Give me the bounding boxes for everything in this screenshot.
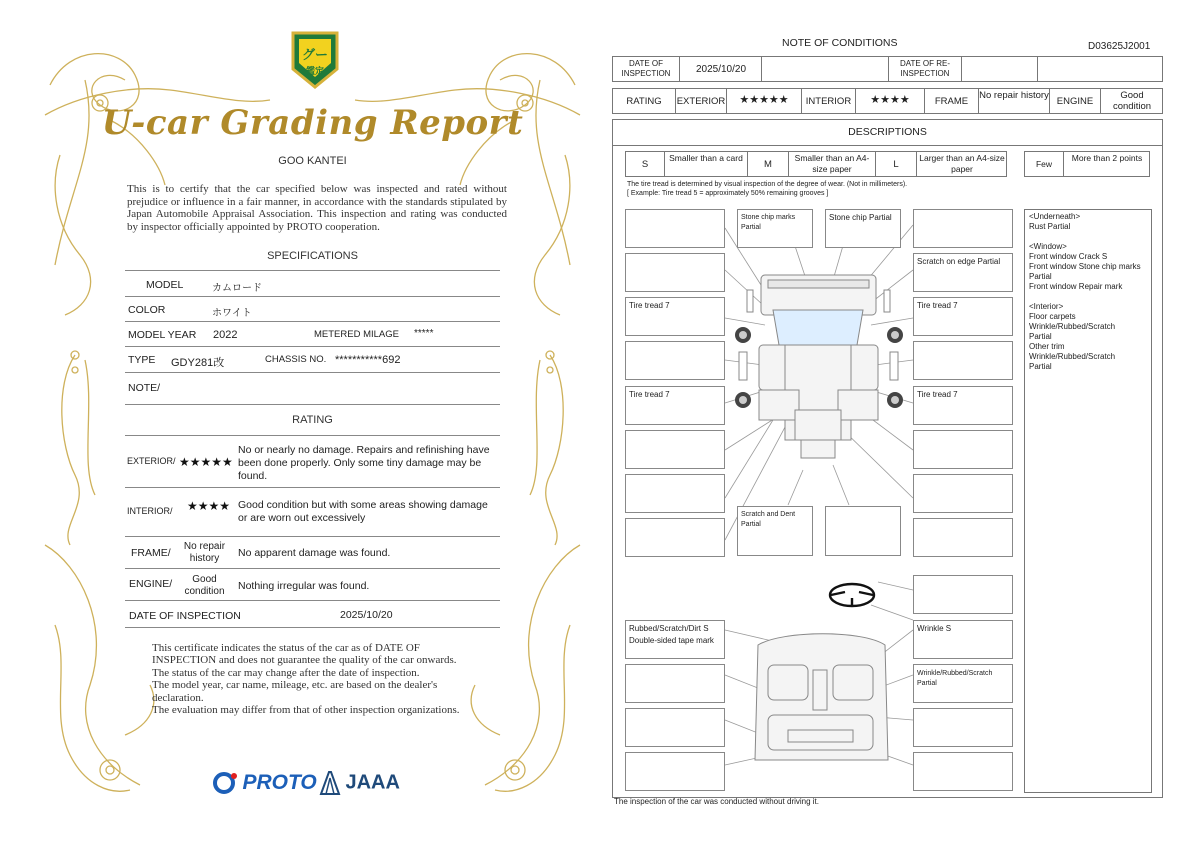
- date-of-inspection-value: 2025/10/20: [695, 64, 747, 75]
- damage-box: [625, 430, 725, 469]
- side-note-line: Rust Partial: [1029, 222, 1071, 231]
- box-note: Wrinkle/Rubbed/Scratch Partial: [917, 670, 993, 687]
- divider: [125, 404, 500, 405]
- divider: [125, 568, 500, 569]
- box-note: Rubbed/Scratch/Dirt S: [629, 624, 709, 633]
- rating-label: RATING: [626, 96, 662, 107]
- exterior-description: No or nearly no damage. Repairs and refinishing have been done properly. Only some tiny damage may be found.: [238, 444, 490, 482]
- certificate-footer: [152, 642, 482, 716]
- tire-note-1: The tire tread is determined by visual inspection of the degree of wear. (Not in millimeters).: [627, 181, 908, 188]
- interior-stars: ★★★★: [187, 499, 231, 513]
- descriptions-panel: [612, 119, 1163, 798]
- divider: [125, 296, 500, 297]
- side-note-line: Wrinkle/Rubbed/Scratch: [1029, 322, 1116, 331]
- damage-box: [913, 518, 1013, 557]
- damage-box: [625, 253, 725, 292]
- box-note: Stone chip marks Partial: [741, 214, 796, 231]
- divider: [125, 321, 500, 322]
- certificate-subtitle: GOO KANTEI: [278, 155, 347, 167]
- frame-label: FRAME/: [131, 547, 171, 559]
- divider: [125, 487, 500, 488]
- date-of-inspection-value: 2025/10/20: [340, 609, 393, 621]
- box-note: Wrinkle S: [917, 624, 952, 633]
- tire-note-2: [ Example: Tire tread 5 = approximately 50% remaining grooves ]: [627, 190, 829, 197]
- note-label: NOTE/: [128, 382, 161, 394]
- damage-box: [625, 386, 725, 425]
- damage-box: [825, 506, 901, 556]
- damage-box: [625, 209, 725, 248]
- svg-text:グー: グー: [301, 48, 329, 63]
- interior-stars: ★★★★: [870, 94, 910, 106]
- chassis-label: CHASSIS NO.: [265, 354, 327, 365]
- divider: [679, 57, 680, 81]
- divider: [125, 627, 500, 628]
- damage-box: [625, 620, 725, 659]
- model-value: カムロード: [212, 283, 262, 294]
- side-note-line: Partial: [1029, 362, 1052, 371]
- certificate-intro: This is to certify that the car specified below was inspected and rated without prejudice or influence in a fair manner, in accordance with the standards stipulated by Japan Automobile Appraisal Association. This inspection and rating was conducted by inspector officially appointed by PROTO cooperation.: [127, 183, 507, 233]
- box-note: Scratch and Dent Partial: [741, 511, 796, 528]
- exterior-label: EXTERIOR/: [127, 456, 176, 466]
- svg-text:鑑定: 鑑定: [305, 67, 325, 77]
- damage-box: [625, 708, 725, 747]
- side-note-line: Other trim: [1029, 342, 1065, 351]
- damage-box: [913, 664, 1013, 703]
- sheet-footer: The inspection of the car was conducted without driving it.: [614, 797, 819, 806]
- footer-line: The model year, car name, mileage, etc. are based on the dealer's: [152, 679, 438, 692]
- damage-box: [913, 752, 1013, 791]
- goo-kantei-badge-icon: [287, 29, 343, 91]
- certificate-title: U-car Grading Report: [101, 103, 524, 143]
- side-note-line: Front window Stone chip marks: [1029, 262, 1141, 271]
- side-note-line: <Interior>: [1029, 302, 1064, 311]
- jaaa-logo: [319, 770, 400, 796]
- side-note-line: Floor carpets: [1029, 312, 1076, 321]
- damage-box: [737, 209, 813, 248]
- legend-text-l: Larger than an A4-size paper: [919, 153, 1005, 174]
- box-note: Double-sided tape mark: [629, 636, 714, 645]
- side-note-line: Partial: [1029, 332, 1052, 341]
- sheet-title: NOTE OF CONDITIONS: [782, 37, 898, 49]
- date-of-reinspection-label: DATE OF RE-INSPECTION: [899, 59, 951, 78]
- note-of-conditions-sheet: [612, 30, 1164, 815]
- damage-box: [913, 474, 1013, 513]
- side-note-line: Wrinkle/Rubbed/Scratch: [1029, 352, 1116, 361]
- proto-logo: [212, 770, 317, 796]
- frame-description: No apparent damage was found.: [238, 547, 391, 559]
- damage-box: [625, 474, 725, 513]
- box-note: Tire tread 7: [629, 390, 670, 399]
- damage-box: [913, 386, 1013, 425]
- engine-value: Good condition: [1112, 90, 1152, 112]
- box-note: Tire tread 7: [917, 390, 958, 399]
- date-of-inspection-label: DATE OF INSPECTION: [129, 610, 241, 622]
- damage-box: [913, 341, 1013, 380]
- legend-text-few: More than 2 points: [1071, 153, 1143, 163]
- frame-value: No repair history: [183, 541, 226, 564]
- descriptions-heading: DESCRIPTIONS: [848, 126, 927, 138]
- type-label: TYPE: [128, 354, 156, 366]
- rating-heading: RATING: [292, 414, 333, 426]
- divider: [125, 600, 500, 601]
- footer-line: INSPECTION and does not guarantee the quality of the car onwards.: [152, 654, 457, 667]
- color-label: COLOR: [128, 304, 166, 316]
- damage-box: [625, 297, 725, 336]
- engine-value: Good condition: [184, 574, 225, 597]
- frame-label: FRAME: [934, 96, 969, 107]
- damage-box: [625, 752, 725, 791]
- date-row: [612, 56, 1163, 82]
- engine-label: ENGINE/: [129, 578, 173, 590]
- date-of-inspection-label: DATE OF INSPECTION: [621, 59, 671, 78]
- damage-box: [913, 253, 1013, 292]
- side-note-line: Partial: [1029, 272, 1052, 281]
- document-id: D03625J2001: [1088, 41, 1151, 52]
- legend-text-s: Smaller than a card: [669, 153, 743, 163]
- footer-line: This certificate indicates the status of the car as of DATE OF: [152, 642, 420, 654]
- legend-text-m: Smaller than an A4-size paper: [794, 153, 870, 174]
- damage-box: [625, 341, 725, 380]
- divider: [761, 57, 762, 81]
- proto-logo-text: PROTO: [242, 771, 317, 794]
- footer-line: The status of the car may change after the date of inspection.: [152, 666, 420, 679]
- metered-mileage-value: *****: [414, 328, 434, 339]
- exterior-stars: ★★★★★: [739, 94, 789, 106]
- type-value: GDY281改: [171, 357, 225, 369]
- model-year-value: 2022: [213, 329, 238, 341]
- exterior-stars: ★★★★★: [179, 455, 233, 469]
- metered-mileage-label: METERED MILAGE: [314, 329, 399, 340]
- damage-box: [913, 620, 1013, 659]
- divider: [125, 346, 500, 347]
- damage-box: [913, 430, 1013, 469]
- footer-line: The evaluation may differ from that of other inspection organizations.: [152, 704, 460, 717]
- side-note-line: <Underneath>: [1029, 212, 1081, 221]
- box-note: Scratch on edge Partial: [917, 257, 1001, 266]
- damage-box: [625, 664, 725, 703]
- proto-logo-icon: [212, 770, 238, 796]
- legend-key-m: M: [764, 159, 772, 170]
- legend-key-s: S: [641, 159, 649, 170]
- side-note-line: [1029, 292, 1141, 302]
- damage-box: [913, 708, 1013, 747]
- color-value: ホワイト: [212, 308, 252, 319]
- chassis-value: ***********692: [335, 354, 401, 366]
- model-label: MODEL: [146, 279, 184, 291]
- side-note-line: Front window Repair mark: [1029, 282, 1123, 291]
- damage-box: [625, 518, 725, 557]
- divider: [1037, 57, 1038, 81]
- side-note-line: <Window>: [1029, 242, 1067, 251]
- side-notes: [1029, 212, 1141, 372]
- damage-box: [913, 209, 1013, 248]
- box-note: Tire tread 7: [629, 301, 670, 310]
- divider: [125, 372, 500, 373]
- box-note: Stone chip Partial: [829, 213, 892, 222]
- footer-line: declaration.: [152, 691, 204, 704]
- interior-label: INTERIOR: [805, 96, 852, 107]
- interior-description: Good condition but with some areas showing damage or are worn out excessively: [238, 499, 488, 524]
- side-note-line: Front window Crack S: [1029, 252, 1108, 261]
- legend-key-few: Few: [1035, 159, 1053, 169]
- damage-box: [825, 209, 901, 248]
- interior-label: INTERIOR/: [127, 506, 173, 516]
- grading-certificate: [40, 25, 585, 825]
- box-note: Tire tread 7: [917, 301, 958, 310]
- divider: [125, 536, 500, 537]
- divider: [961, 57, 962, 81]
- frame-value: No repair history: [979, 90, 1049, 101]
- damage-box: [913, 297, 1013, 336]
- rating-row: [612, 88, 1163, 114]
- side-note-line: [1029, 232, 1141, 242]
- engine-description: Nothing irregular was found.: [238, 580, 370, 592]
- jaaa-logo-icon: [319, 770, 341, 796]
- divider: [125, 270, 500, 271]
- damage-box: [737, 506, 813, 556]
- model-year-label: MODEL YEAR: [128, 329, 197, 341]
- jaaa-logo-text: JAAA: [345, 771, 400, 794]
- engine-label: ENGINE: [1056, 96, 1094, 107]
- exterior-label: EXTERIOR: [676, 96, 726, 107]
- side-notes-box: [1024, 209, 1152, 793]
- divider: [125, 435, 500, 436]
- damage-box: [913, 575, 1013, 614]
- specifications-heading: SPECIFICATIONS: [267, 250, 358, 262]
- legend-key-l: L: [893, 159, 899, 170]
